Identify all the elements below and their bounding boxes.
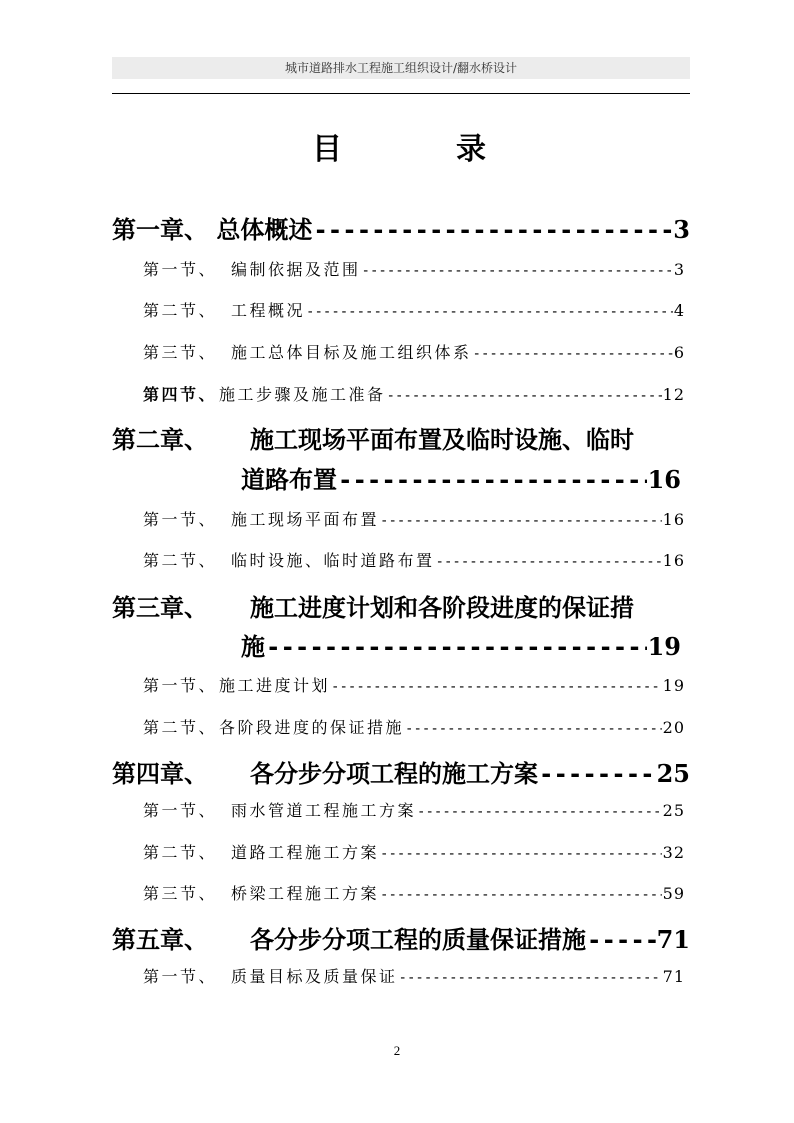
chapter-title-line-2: 施: [241, 633, 265, 661]
section-lead: 第一节、: [143, 801, 218, 820]
chapter-title: 各分步分项工程的施工方案: [250, 760, 538, 788]
leader-dots: [380, 513, 662, 529]
page-number: 2: [393, 1043, 401, 1058]
page-ref: 12: [662, 385, 685, 404]
section-lead: 第二节、: [143, 301, 218, 320]
title-char-1: 目: [312, 132, 342, 167]
toc-section-2-2[interactable]: [143, 548, 685, 572]
page-ref: 16: [647, 465, 681, 494]
page-ref: 20: [662, 718, 685, 737]
chapter-label: 第一章、 总体概述: [112, 216, 313, 244]
section-lead: 第一节、: [143, 260, 218, 279]
section-lead: 第一节、: [143, 676, 218, 695]
section-lead: 第二节、: [143, 843, 218, 862]
page-ref: 59: [662, 884, 685, 903]
page-ref: 25: [662, 801, 685, 820]
toc-section-3-2[interactable]: [143, 715, 685, 739]
toc-section-1-4[interactable]: [143, 382, 685, 406]
chapter-title-line-2: 道路布置: [241, 466, 337, 494]
toc-chapter-1[interactable]: [112, 210, 690, 244]
leader-dots: [405, 721, 662, 737]
leader-dots: [313, 216, 672, 244]
chapter-label: 第二章、: [112, 426, 208, 454]
leader-dots: [473, 346, 673, 362]
toc-section-4-3[interactable]: [143, 881, 685, 905]
section-lead: 第二节、: [143, 718, 218, 737]
leader-dots: [387, 388, 662, 404]
section-lead: 第三节、: [143, 343, 218, 362]
page-ref: 6: [673, 343, 685, 362]
toc-section-4-1[interactable]: [143, 798, 685, 822]
chapter-label: 第五章、: [112, 926, 208, 954]
page-ref: 25: [656, 759, 690, 788]
toc-section-5-1[interactable]: [143, 964, 685, 988]
page-ref: 19: [647, 632, 681, 661]
leader-dots: [331, 679, 662, 695]
leader-dots: [539, 760, 656, 788]
page-ref: 3: [673, 260, 685, 279]
page-ref: 16: [662, 551, 685, 570]
toc-section-1-1[interactable]: [143, 257, 685, 281]
leader-dots: [399, 970, 662, 986]
toc-chapter-4[interactable]: [112, 754, 690, 788]
page-ref: 71: [662, 967, 685, 986]
page-ref: 3: [673, 215, 690, 244]
section-text: 施工总体目标及施工组织体系: [231, 343, 472, 362]
leader-dots: [338, 466, 647, 494]
toc-section-1-3[interactable]: [143, 340, 685, 364]
toc-section-2-1[interactable]: [143, 507, 685, 531]
section-lead: 第四节、: [143, 385, 218, 404]
chapter-title: 各分步分项工程的质量保证措施: [250, 926, 586, 954]
toc-chapter-2-cont[interactable]: [241, 460, 681, 494]
leader-dots: [380, 846, 662, 862]
section-text: 各阶段进度的保证措施: [219, 718, 405, 737]
leader-dots: [362, 263, 673, 279]
section-text: 施工步骤及施工准备: [219, 385, 386, 404]
toc-section-4-2[interactable]: [143, 840, 685, 864]
leader-dots: [417, 804, 662, 820]
toc-chapter-3-cont[interactable]: [241, 627, 681, 661]
leader-dots: [266, 633, 647, 661]
section-text: 质量目标及质量保证: [231, 967, 398, 986]
toc-chapter-3[interactable]: [112, 588, 690, 622]
section-text: 编制依据及范围: [231, 260, 361, 279]
leader-dots: [306, 304, 673, 320]
title-char-2: 录: [456, 132, 486, 167]
leader-dots: [436, 554, 662, 570]
leader-dots: [587, 926, 656, 954]
chapter-title-line-1: 施工进度计划和各阶段进度的保证措: [250, 594, 634, 622]
running-header: 城市道路排水工程施工组织设计/翻水桥设计: [284, 61, 518, 75]
chapter-title-line-1: 施工现场平面布置及临时设施、临时: [250, 426, 634, 454]
section-lead: 第一节、: [143, 510, 218, 529]
toc-chapter-5[interactable]: [112, 920, 690, 954]
section-text: 施工进度计划: [219, 676, 331, 695]
toc-chapter-2[interactable]: [112, 420, 690, 454]
page-ref: 4: [673, 301, 685, 320]
section-text: 工程概况: [231, 301, 306, 320]
section-lead: 第三节、: [143, 884, 218, 903]
section-text: 桥梁工程施工方案: [231, 884, 380, 903]
toc-section-3-1[interactable]: [143, 673, 685, 697]
section-text: 雨水管道工程施工方案: [231, 801, 417, 820]
page-ref: 19: [662, 676, 685, 695]
section-text: 道路工程施工方案: [231, 843, 380, 862]
chapter-label: 第四章、: [112, 760, 208, 788]
section-text: 施工现场平面布置: [231, 510, 380, 529]
leader-dots: [380, 887, 662, 903]
page-ref: 16: [662, 510, 685, 529]
page-ref: 71: [656, 925, 690, 954]
section-lead: 第二节、: [143, 551, 218, 570]
section-text: 临时设施、临时道路布置: [231, 551, 435, 570]
page-ref: 32: [662, 843, 685, 862]
chapter-label: 第三章、: [112, 594, 208, 622]
section-lead: 第一节、: [143, 967, 218, 986]
toc-section-1-2[interactable]: [143, 298, 685, 322]
